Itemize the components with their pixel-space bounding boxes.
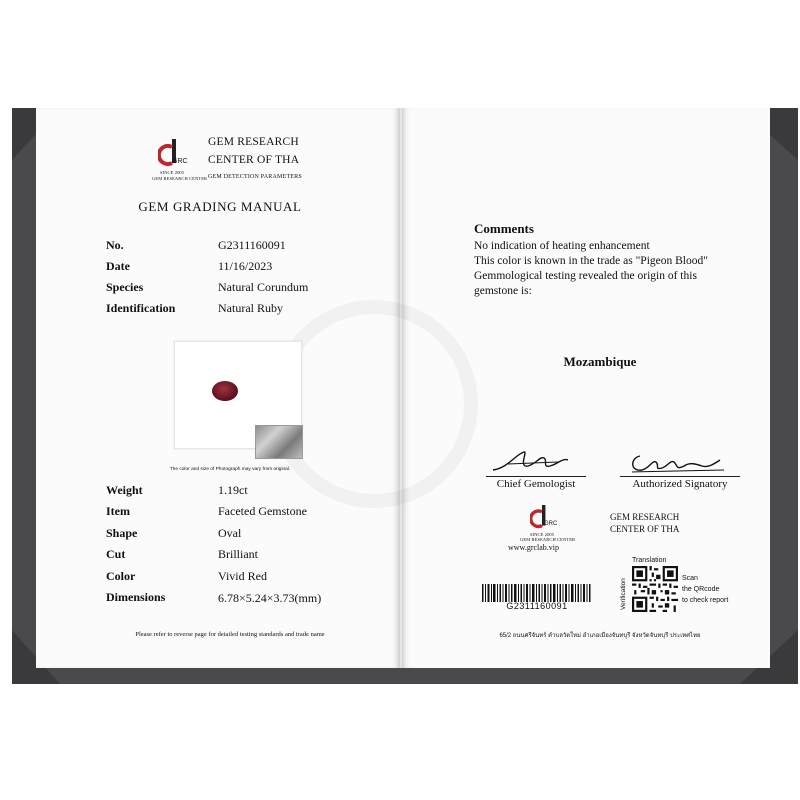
label-identification: Identification	[106, 301, 176, 315]
value-color: Vivid Red	[218, 569, 267, 583]
comment-line-3: Gemmological testing revealed the origin of this	[474, 270, 697, 282]
header-line-1: GEM RESEARCH	[208, 136, 299, 148]
value-item: Faceted Gemstone	[218, 504, 307, 518]
header-line-2: CENTER OF THA	[208, 154, 300, 166]
value-shape: Oval	[218, 526, 242, 540]
origin-country: Mozambique	[563, 354, 637, 369]
comment-line-2: This color is known in the trade as "Pigeon Blood"	[474, 255, 708, 267]
qr-code-icon[interactable]	[632, 566, 678, 612]
ruby-gem-image	[212, 381, 238, 401]
header-line-3: GEM DETECTION PARAMETERS	[208, 174, 302, 180]
right-header-line-2: CENTER OF THA	[610, 524, 680, 534]
logo-subtitle: GEM RESEARCH CENTER	[152, 176, 208, 181]
qr-title: Translation	[632, 557, 667, 564]
signature-line-2	[620, 476, 740, 477]
chief-gemologist-signature	[488, 446, 578, 476]
value-weight: 1.19ct	[218, 483, 248, 497]
reverse-page-note: Please refer to reverse page for detailed testing standards and trade name	[135, 631, 325, 638]
comment-line-4: gemstone is:	[474, 285, 532, 297]
website-url: www.grclab.vip	[508, 543, 560, 552]
label-dimensions: Dimensions	[106, 590, 166, 604]
qr-note-1: Scan	[682, 575, 698, 582]
comments-title: Comments	[474, 221, 534, 236]
comment-line-1: No indication of heating enhancement	[474, 240, 650, 252]
barcode	[482, 584, 592, 602]
value-cut: Brilliant	[218, 547, 258, 561]
label-cut: Cut	[106, 547, 126, 561]
label-species: Species	[106, 280, 144, 294]
logo-since-small: SINCE 2005	[530, 532, 555, 537]
chief-gemologist-label: Chief Gemologist	[496, 478, 576, 490]
label-shape: Shape	[106, 526, 138, 540]
lab-address: 65/2 ถนนศรีจันทร์ ตำบลวัดใหม่ อำเภอเมืองจันทบุรี จังหวัดจันทบุรี ประเทศไทย	[499, 633, 701, 639]
value-date: 11/16/2023	[218, 259, 273, 273]
label-weight: Weight	[106, 483, 143, 497]
logo-abbr-small: GRC	[544, 521, 558, 527]
label-color: Color	[106, 569, 136, 583]
barcode-number: G2311160091	[506, 601, 568, 611]
value-identification: Natural Ruby	[218, 301, 283, 315]
logo-abbr: GRC	[172, 158, 188, 165]
qr-note-3: to check report	[682, 597, 729, 604]
manual-title: GEM GRADING MANUAL	[138, 199, 302, 214]
qr-side-label: Verification	[620, 578, 627, 610]
qr-note-2: the QRcode	[682, 586, 720, 593]
value-species: Natural Corundum	[218, 280, 309, 294]
authorized-signatory-signature	[626, 446, 726, 476]
value-no: G2311160091	[218, 238, 286, 252]
label-item: Item	[106, 504, 130, 518]
label-date: Date	[106, 259, 130, 273]
right-header-line-1: GEM RESEARCH	[610, 512, 680, 522]
photo-note: The color and size of Photograph may vary from original.	[169, 467, 291, 472]
value-dimensions: 6.78×5.24×3.73(mm)	[218, 591, 322, 605]
hologram-sticker	[255, 425, 303, 459]
signature-line-1	[486, 476, 586, 477]
label-no: No.	[106, 238, 124, 252]
logo-since: SINCE 2005	[160, 170, 185, 175]
logo-subtitle-small: GEM RESEARCH CENTER	[520, 537, 576, 542]
authorized-signatory-label: Authorized Signatory	[632, 478, 728, 490]
